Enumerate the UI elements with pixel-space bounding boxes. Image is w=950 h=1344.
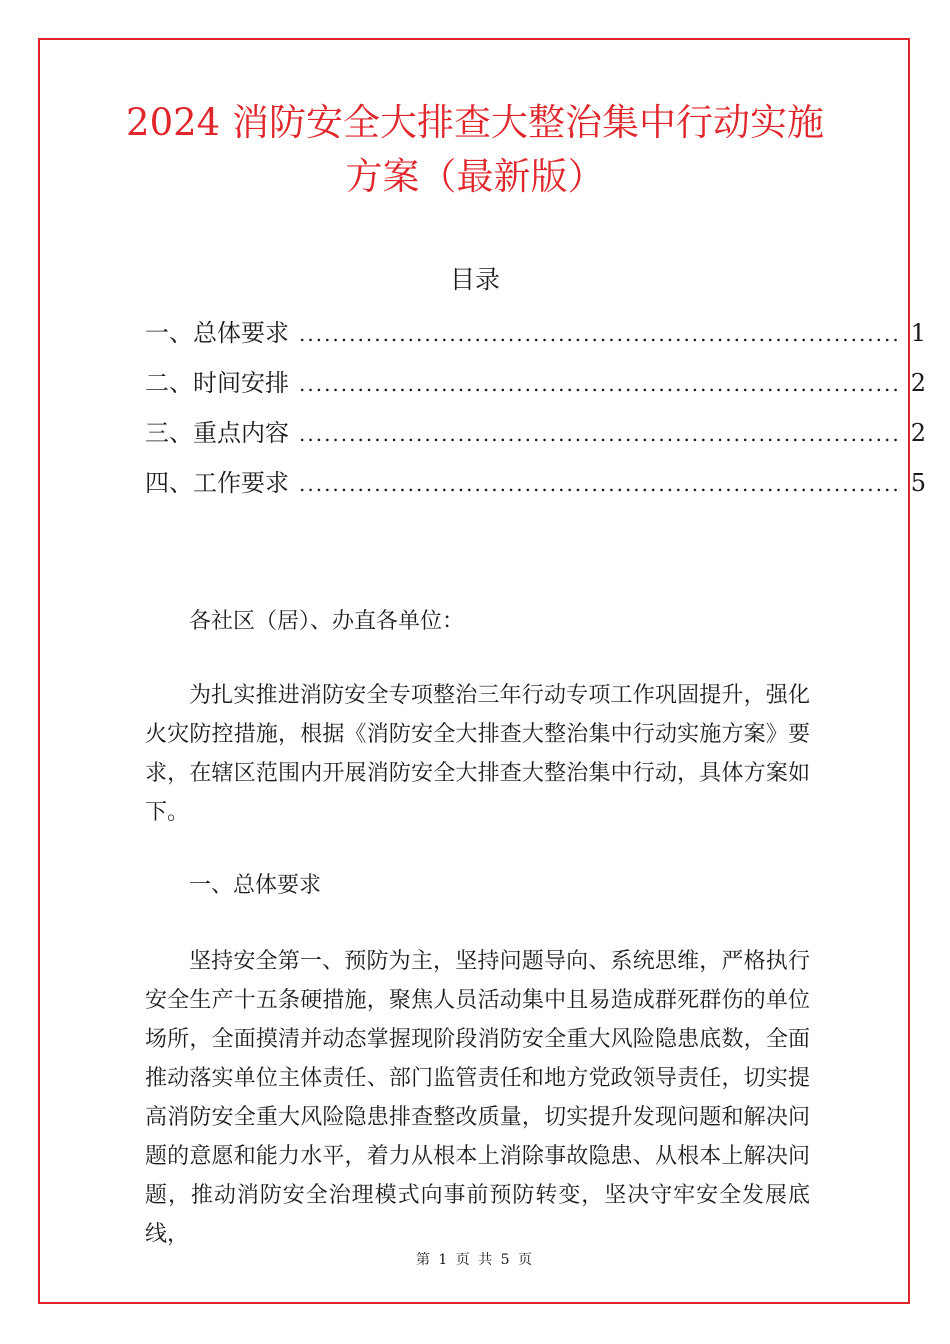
toc-item[interactable] <box>145 362 927 412</box>
toc-item-page: 2 <box>910 369 927 397</box>
section-body-paragraph: 坚持安全第一、预防为主，坚持问题导向、系统思维，严格执行安全生产十五条硬措施，聚焦人员活动集中且易造成群死群伤的单位场所，全面摸清并动态掌握现阶段消防安全重大风险隐患底数，全面推动落实单位主体责任、部门监管责任和地方党政领导责任，切实提高消防安全重大风险隐患排查整改质量，切实提升发现问题和解决问题的意愿和能力水平，着力从根本上消除事故隐患、从根本上解决问题，推动消防安全治理模式向事前预防转变，坚决守牢安全发展底线， <box>145 949 810 1247</box>
toc-item-label: 二、时间安排 <box>145 369 289 397</box>
toc-item-page: 2 <box>910 419 927 447</box>
toc-item-page: 1 <box>910 319 927 347</box>
toc-leader-dots: ........................................................................ <box>299 322 901 346</box>
section-heading: 一、总体要求 <box>189 873 322 898</box>
toc-item-label: 三、重点内容 <box>145 419 289 447</box>
intro-paragraph: 为扎实推进消防安全专项整治三年行动专项工作巩固提升，强化火灾防控措施，根据《消防安全大排查大整治集中行动实施方案》要求，在辖区范围内开展消防安全大排查大整治集中行动，具体方案如下。 <box>145 683 810 825</box>
toc-item[interactable] <box>145 412 927 462</box>
greeting-paragraph: 各社区（居）、办直各单位： <box>189 609 465 634</box>
document-title: 2024 消防安全大排查大整治集中行动实施方案（最新版） <box>126 101 824 198</box>
toc-item-label: 四、工作要求 <box>145 469 289 497</box>
toc-item[interactable] <box>145 312 927 362</box>
toc-item-page: 5 <box>910 469 927 497</box>
toc-item[interactable] <box>145 462 927 512</box>
toc-leader-dots: ........................................................................ <box>299 472 901 496</box>
page-footer: 第 1 页 共 5 页 <box>415 1252 535 1268</box>
toc-leader-dots: ........................................................................ <box>299 372 901 396</box>
toc-leader-dots: ........................................................................ <box>299 422 901 446</box>
table-of-contents <box>145 312 927 512</box>
toc-heading: 目录 <box>449 265 500 294</box>
toc-item-label: 一、总体要求 <box>145 319 289 347</box>
